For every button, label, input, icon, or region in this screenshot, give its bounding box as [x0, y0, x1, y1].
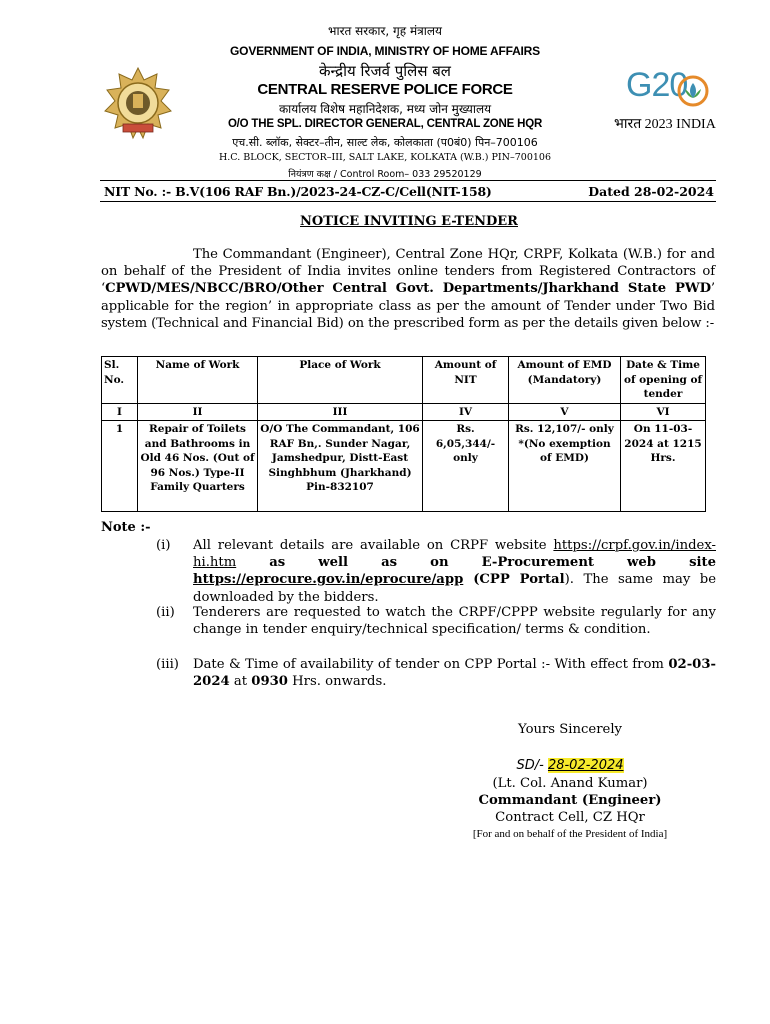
header-control-room: नियंत्रण कक्ष / Control Room– 033 29520129: [288, 169, 482, 180]
nit-date: Dated 28-02-2024: [588, 184, 714, 199]
note-text: Hrs. onwards.: [287, 674, 387, 690]
g20-logo-subtitle: भारत 2023 INDIA: [614, 117, 716, 132]
header-ministry: GOVERNMENT OF INDIA, MINISTRY OF HOME AFFAIRS: [230, 44, 540, 58]
note-text: Tenderers are requested to watch the CRPF/CPPP website regularly for any change in tender enquiry/technical specification/ terms & condition.: [193, 605, 716, 638]
note-text-bold: (CPP Portal: [463, 572, 565, 588]
cell-amount-nit: Rs. 6,05,344/- only: [423, 421, 509, 512]
cell-sl-no: 1: [102, 421, 138, 512]
table-numeral: II: [138, 403, 258, 421]
signed-stamp: [410, 758, 730, 773]
signatory-designation: Commandant (Engineer): [478, 793, 662, 808]
header-office: O/O THE SPL. DIRECTOR GENERAL, CENTRAL ZONE HQR: [227, 118, 543, 130]
col-header-date-time: Date & Time of opening of tender: [621, 357, 706, 404]
note-item-1: [156, 537, 716, 606]
crpf-website-link[interactable]: https://crpf.gov.in/index-hi.htm: [193, 538, 716, 571]
signatory-office: Contract Cell, CZ HQr: [495, 810, 645, 825]
on-behalf-note: [For and on behalf of the President of India]: [472, 828, 668, 840]
eprocure-website-link[interactable]: https://eprocure.gov.in/eprocure/app: [193, 572, 464, 588]
note-item-3: [156, 656, 716, 690]
nit-rule-bottom: [100, 201, 716, 202]
closing-salutation: Yours Sincerely: [518, 722, 622, 737]
note-number: (i): [156, 538, 171, 553]
lotus-icon: [676, 74, 710, 108]
page-title: NOTICE INVITING E-TENDER: [300, 214, 518, 229]
intro-paragraph: [101, 246, 715, 332]
nit-rule-top: [100, 180, 716, 181]
availability-time: 0930: [251, 674, 288, 690]
note-text: ). The same may be downloaded by the bidders.: [193, 572, 717, 605]
col-header-place-of-work: Place of Work: [258, 357, 423, 404]
nit-number: NIT No. :- B.V(106 RAF Bn.)/2023-24-CZ-C/Cell(NIT-158): [104, 184, 492, 199]
table-header-row: [102, 357, 706, 404]
intro-text-1: The Commandant (Engineer), Central Zone HQr, CRPF, Kolkata (W.B.) for and on behalf of the President of India invites online tenders from Registered Contractors of ‘: [101, 247, 715, 297]
intro-text-2: ’ applicable for the region’ in appropriate class as per the amount of Tender under Two Bid system (Technical and Financial Bid) on the prescribed form as per the details given below :-: [101, 281, 715, 331]
note-number: (ii): [156, 605, 175, 620]
table-numeral: IV: [423, 403, 509, 421]
sd-prefix: SD/-: [516, 758, 548, 773]
col-header-amount-nit: Amount of NIT: [423, 357, 509, 404]
table-numeral: VI: [621, 403, 706, 421]
note-text: at: [229, 674, 252, 690]
cell-date-time: On 11-03-2024 at 1215 Hrs.: [621, 421, 706, 512]
header-hindi-ministry: भारत सरकार, गृह मंत्रालय: [328, 24, 442, 38]
note-label: Note :-: [101, 520, 151, 535]
table-numeral-row: [102, 403, 706, 421]
tender-table: [101, 356, 706, 512]
table-row: [102, 421, 706, 512]
header-force: CENTRAL RESERVE POLICE FORCE: [257, 81, 513, 98]
header-hindi-force: केन्द्रीय रिजर्व पुलिस बल: [319, 62, 451, 80]
header-hindi-office: कार्यालय विशेष महानिदेशक, मध्य जोन मुख्यालय: [278, 102, 492, 116]
col-header-name-of-work: Name of Work: [138, 357, 258, 404]
table-numeral: I: [102, 403, 138, 421]
signatory-name: (Lt. Col. Anand Kumar): [492, 776, 648, 791]
col-header-amount-emd: Amount of EMD (Mandatory): [509, 357, 621, 404]
intro-contractor-categories: CPWD/MES/NBCC/BRO/Other Central Govt. Departments/Jharkhand State PWD: [105, 281, 711, 297]
header-hindi-address: एच.सी. ब्लॉक, सेक्टर–तीन, साल्ट लेक, कोलकाता (प0बं0) पिन–700106: [232, 136, 538, 149]
availability-date: 02-03-2024: [193, 657, 716, 690]
sd-date-highlight: 28-02-2024: [547, 758, 624, 773]
g20-logo-text: G20: [626, 66, 688, 104]
note-text: Date & Time of availability of tender on CPP Portal :- With effect from: [193, 657, 669, 672]
cell-name-of-work: Repair of Toilets and Bathrooms in Old 46 Nos. (Out of 96 Nos.) Type-II Family Quarters: [138, 421, 258, 512]
table-numeral: V: [509, 403, 621, 421]
header-address: H.C. BLOCK, SECTOR–III, SALT LAKE, KOLKATA (W.B.) PIN–700106: [218, 152, 551, 163]
note-text-bold: as well as on E-Procurement web site: [236, 555, 716, 571]
col-header-sl-no: Sl. No.: [102, 357, 138, 404]
cell-place-of-work: O/O The Commandant, 106 RAF Bn,. Sunder Nagar, Jamshedpur, Distt-East Singhbhum (Jharkhand) Pin-832107: [258, 421, 423, 512]
cell-amount-emd: Rs. 12,107/- only *(No exemption of EMD): [509, 421, 621, 512]
note-item-2: [156, 604, 716, 638]
g20-logo: [612, 66, 722, 138]
table-numeral: III: [258, 403, 423, 421]
note-number: (iii): [156, 657, 179, 672]
note-text: All relevant details are available on CRPF website: [193, 538, 554, 553]
